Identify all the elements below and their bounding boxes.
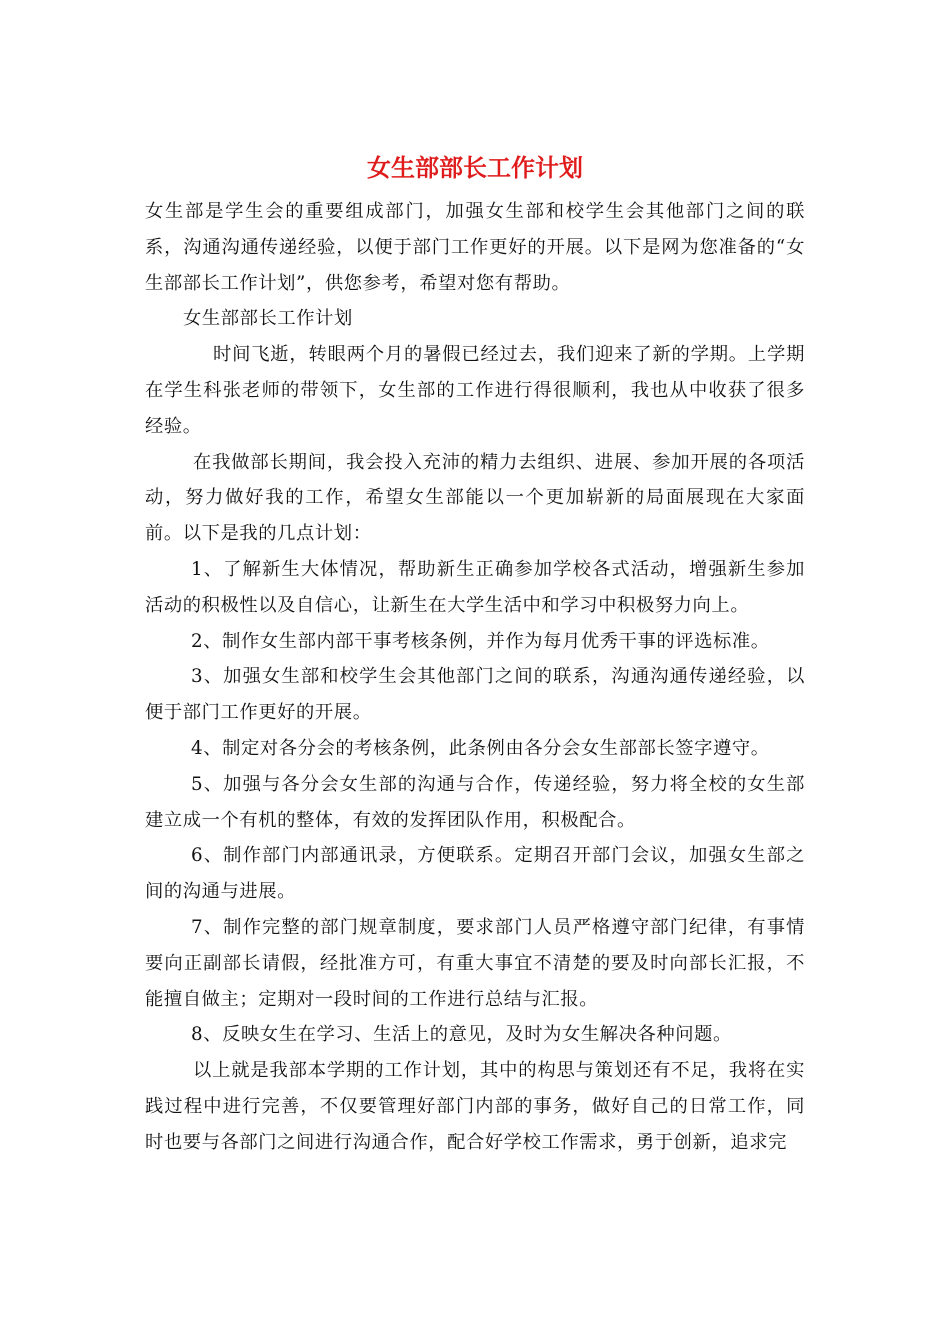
paragraph-2: 在我做部长期间，我会投入充沛的精力去组织、进展、参加开展的各项活动，努力做好我的工作，希望女生部能以一个更加崭新的局面展现在大家面前。以下是我的几点计划： bbox=[145, 451, 805, 545]
plan-item-2: 2、制作女生部内部干事考核条例，并作为每月优秀干事的评选标准。 bbox=[191, 630, 770, 652]
plan-item-4: 4、制定对各分会的考核条例，此条例由各分会女生部部长签字遵守。 bbox=[191, 737, 770, 759]
document-body bbox=[145, 194, 805, 1161]
plan-item-7: 7、制作完整的部门规章制度，要求部门人员严格遵守部门纪律，有事情要向正副部长请假，经批准方可，有重大事宜不清楚的要及时向部长汇报，不能擅自做主；定期对一段时间的工作进行总结与汇报。 bbox=[145, 916, 805, 1010]
document-subtitle: 女生部部长工作计划 bbox=[183, 308, 353, 330]
intro-paragraph: 女生部是学生会的重要组成部门，加强女生部和校学生会其他部门之间的联系，沟通沟通传递经验，以便于部门工作更好的开展。以下是网为您准备的“女生部部长工作计划”，供您参考，希望对您有帮助。 bbox=[145, 201, 805, 294]
plan-item-3: 3、加强女生部和校学生会其他部门之间的联系，沟通沟通传递经验，以便于部门工作更好的开展。 bbox=[145, 666, 805, 724]
paragraph-1: 时间飞逝，转眼两个月的暑假已经过去，我们迎来了新的学期。上学期在学生科张老师的带领下，女生部的工作进行得很顺利，我也从中收获了很多经验。 bbox=[145, 344, 805, 437]
plan-item-8: 8、反映女生在学习、生活上的意见，及时为女生解决各种问题。 bbox=[191, 1024, 732, 1046]
plan-item-5: 5、加强与各分会女生部的沟通与合作，传递经验，努力将全校的女生部建立成一个有机的整体，有效的发挥团队作用，积极配合。 bbox=[145, 773, 805, 831]
document-title: 女生部部长工作计划 bbox=[367, 154, 583, 182]
plan-item-1: 1、了解新生大体情况，帮助新生正确参加学校各式活动，增强新生参加活动的积极性以及自信心，让新生在大学生活中和学习中积极努力向上。 bbox=[145, 558, 805, 616]
closing-paragraph: 以上就是我部本学期的工作计划，其中的构思与策划还有不足，我将在实践过程中进行完善，不仅要管理好部门内部的事务，做好自己的日常工作，同时也要与各部门之间进行沟通合作，配合好学校工作需求，勇于创新，追求完 bbox=[145, 1060, 805, 1153]
plan-item-6: 6、制作部门内部通讯录，方便联系。定期召开部门会议，加强女生部之间的沟通与进展。 bbox=[145, 845, 805, 903]
